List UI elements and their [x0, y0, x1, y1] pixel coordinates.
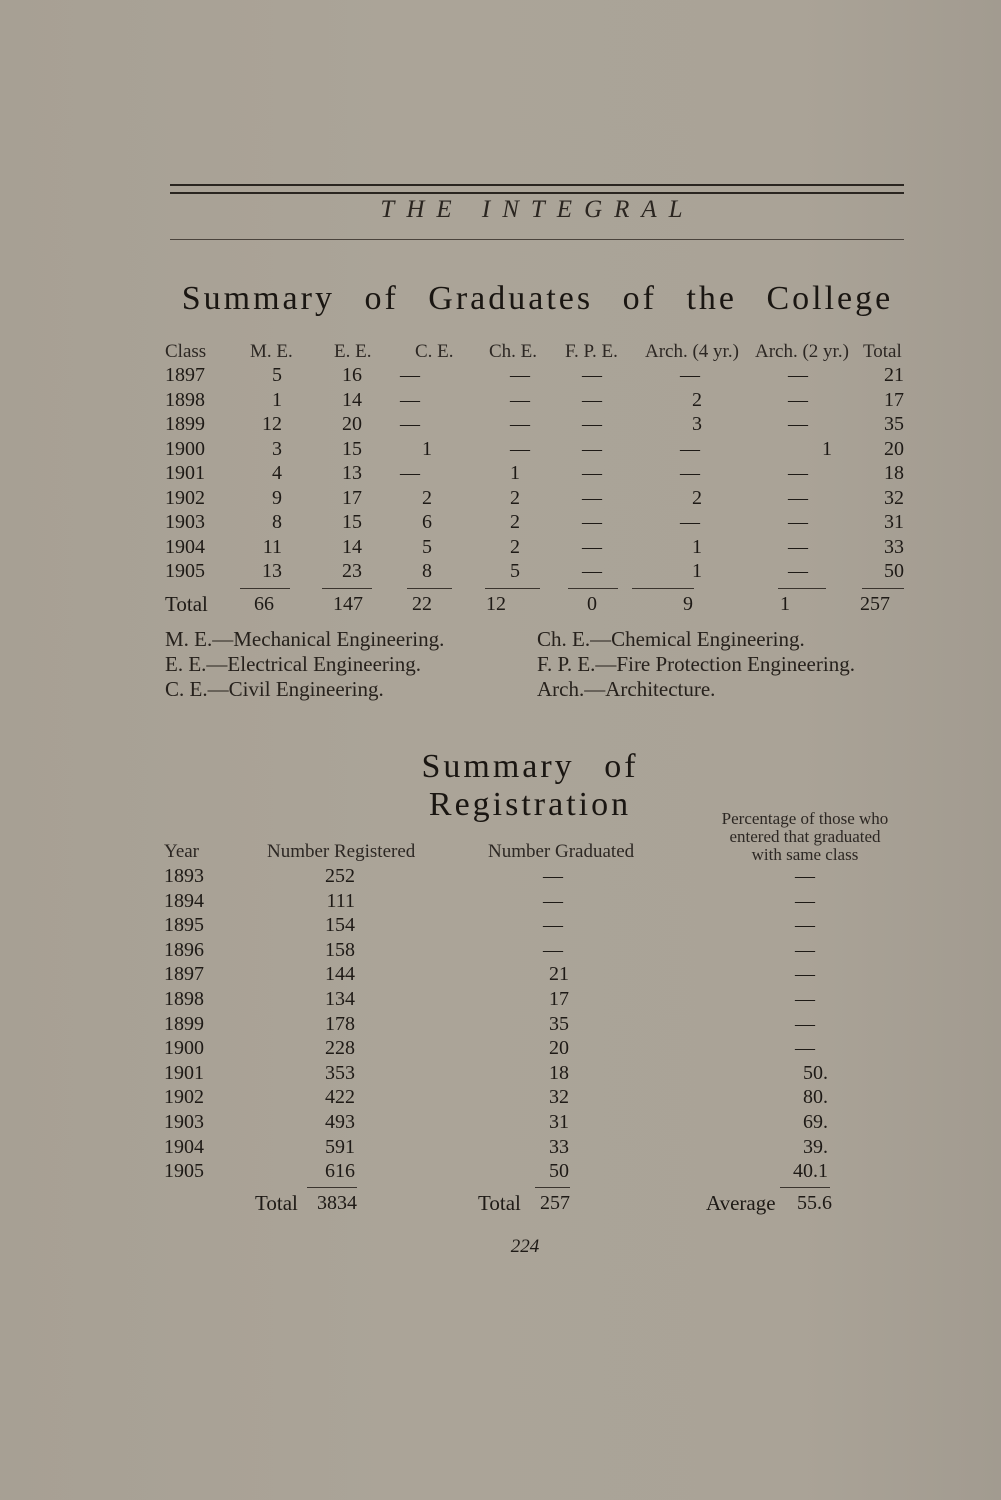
percentage-cell: 39.: [803, 1135, 828, 1158]
table-cell: —: [788, 413, 808, 435]
table-cell: 12: [262, 413, 282, 435]
column-header: Total: [863, 341, 902, 362]
total-cell: 0: [587, 593, 597, 615]
class-year: 1902: [165, 486, 205, 509]
table-cell: 2: [692, 388, 702, 411]
column-header: Arch. (2 yr.): [755, 341, 849, 362]
percentage-cell: —: [795, 1012, 815, 1035]
table-cell: 11: [262, 535, 282, 558]
table-cell: 3: [272, 437, 282, 460]
table-cell: 5: [422, 535, 432, 558]
class-year: 1903: [165, 511, 205, 533]
registered-cell: 252: [325, 865, 355, 887]
table-cell: 50: [884, 560, 904, 582]
percentage-cell: 69.: [803, 1111, 828, 1133]
running-head-underline: [170, 239, 904, 240]
table-cell: 1: [272, 388, 282, 411]
legend-item: M. E.—Mechanical Engineering.: [165, 627, 445, 651]
table-cell: —: [400, 462, 420, 484]
percentage-cell: —: [795, 963, 815, 986]
percentage-cell: 80.: [803, 1086, 828, 1109]
graduated-cell: 32: [549, 1086, 569, 1109]
title-word: the: [686, 280, 737, 317]
table-cell: —: [680, 462, 700, 484]
sum-rule: [535, 1187, 570, 1188]
table-cell: 1: [822, 437, 832, 460]
year-cell: 1897: [164, 963, 204, 986]
sum-rule: [240, 588, 290, 589]
legend-item: C. E.—Civil Engineering.: [165, 677, 384, 701]
table-cell: 2: [510, 535, 520, 558]
table-cell: 8: [272, 511, 282, 533]
table-cell: —: [788, 560, 808, 582]
table-cell: 1: [692, 560, 702, 582]
table-cell: 1: [510, 462, 520, 484]
graduates-title: [170, 280, 905, 318]
header-graduated: Number Graduated: [488, 841, 635, 862]
legend-item: Arch.—Architecture.: [537, 677, 716, 701]
table-cell: —: [400, 364, 420, 386]
total-label: Total: [165, 592, 208, 616]
graduated-cell: 20: [549, 1037, 569, 1060]
sum-rule: [322, 588, 372, 589]
registered-cell: 616: [325, 1160, 355, 1183]
legend-item: Ch. E.—Chemical Engineering.: [537, 627, 805, 651]
class-year: 1898: [165, 388, 205, 411]
table-cell: —: [510, 388, 530, 411]
registered-cell: 154: [325, 914, 355, 937]
column-header: Ch. E.: [489, 341, 538, 362]
table-cell: 15: [342, 511, 362, 533]
percentage-cell: —: [795, 865, 815, 887]
header-year: Year: [164, 841, 200, 862]
table-cell: 15: [342, 437, 362, 460]
graduated-cell: 17: [549, 988, 569, 1010]
registered-cell: 493: [325, 1111, 355, 1133]
title-word: Summary: [421, 748, 575, 785]
year-cell: 1901: [164, 1061, 204, 1084]
registered-cell: 111: [326, 889, 355, 912]
graduated-cell: 33: [549, 1135, 569, 1158]
table-cell: 6: [422, 511, 432, 533]
table-cell: 31: [884, 511, 904, 533]
legend-item: E. E.—Electrical Engineering.: [165, 652, 421, 676]
total-cell: 9: [683, 593, 693, 615]
graduated-cell: 18: [549, 1061, 569, 1084]
table-cell: 14: [342, 535, 362, 558]
header-percentage-line: Percentage of those who: [721, 809, 889, 828]
year-cell: 1893: [164, 865, 204, 887]
table-cell: 20: [342, 413, 362, 435]
sum-rule: [407, 588, 452, 589]
table-cell: —: [582, 486, 602, 509]
table-cell: —: [510, 364, 530, 386]
table-cell: —: [680, 364, 700, 386]
sum-rule: [568, 588, 618, 589]
top-rule-thick: [170, 184, 904, 186]
class-year: 1899: [165, 413, 205, 435]
title-word: College: [766, 280, 894, 317]
table-cell: —: [680, 437, 700, 460]
graduated-cell: —: [543, 938, 563, 961]
table-cell: 17: [342, 486, 362, 509]
column-header: Class: [165, 341, 207, 362]
graduated-cell: —: [543, 865, 563, 887]
class-year: 1905: [165, 560, 205, 582]
table-cell: 21: [884, 364, 904, 386]
total-registered: 3834: [317, 1192, 357, 1214]
graduated-cell: —: [543, 914, 563, 937]
table-cell: —: [788, 462, 808, 484]
registered-cell: 422: [325, 1086, 355, 1109]
title-word: of: [622, 280, 657, 317]
graduated-cell: 21: [549, 963, 569, 986]
table-cell: 18: [884, 462, 904, 484]
registered-cell: 353: [325, 1061, 355, 1084]
table-cell: 2: [510, 511, 520, 533]
year-cell: 1900: [164, 1037, 204, 1060]
table-cell: —: [788, 486, 808, 509]
registered-cell: 178: [325, 1012, 355, 1035]
table-cell: 1: [422, 437, 432, 460]
table-cell: 5: [510, 560, 520, 582]
sum-rule: [778, 588, 826, 589]
column-header: M. E.: [250, 341, 293, 362]
table-cell: 2: [422, 486, 432, 509]
table-cell: —: [582, 364, 602, 386]
page-number: 224: [510, 1236, 540, 1257]
title-word: Registration: [428, 786, 632, 823]
percentage-cell: 50.: [803, 1061, 828, 1084]
registered-cell: 134: [325, 988, 355, 1010]
header-percentage: [700, 810, 910, 864]
top-rule-thin: [170, 192, 904, 194]
year-cell: 1898: [164, 988, 204, 1010]
table-cell: —: [582, 437, 602, 460]
percentage-cell: —: [795, 938, 815, 961]
class-year: 1904: [165, 535, 205, 558]
total-cell: 12: [486, 593, 506, 615]
table-cell: 33: [884, 535, 904, 558]
sum-rule: [485, 588, 540, 589]
table-cell: 8: [422, 560, 432, 582]
column-header: Arch. (4 yr.): [645, 341, 739, 362]
sum-rule: [632, 588, 694, 589]
total-cell: 22: [412, 593, 432, 615]
title-word: of: [604, 748, 639, 785]
total-label: Total: [255, 1191, 298, 1215]
registered-cell: 591: [325, 1135, 355, 1158]
table-cell: —: [582, 511, 602, 533]
table-cell: 2: [510, 486, 520, 509]
legend-item: F. P. E.—Fire Protection Engineering.: [537, 652, 855, 676]
graduated-cell: 35: [549, 1012, 569, 1035]
total-cell: 257: [860, 593, 890, 615]
table-cell: 2: [692, 486, 702, 509]
percentage-cell: —: [795, 1037, 815, 1060]
class-year: 1901: [165, 462, 205, 484]
table-cell: —: [788, 511, 808, 533]
column-header: C. E.: [415, 341, 454, 362]
graduated-cell: —: [543, 889, 563, 912]
sum-rule: [780, 1187, 830, 1188]
table-cell: 1: [692, 535, 702, 558]
table-cell: 32: [884, 486, 904, 509]
percentage-cell: —: [795, 889, 815, 912]
table-cell: 13: [342, 462, 362, 484]
registered-cell: 158: [325, 938, 355, 961]
year-cell: 1903: [164, 1111, 204, 1133]
year-cell: 1895: [164, 914, 204, 937]
registration-title: [300, 748, 760, 824]
class-year: 1900: [165, 437, 205, 460]
table-cell: —: [400, 413, 420, 435]
total-label: Total: [478, 1191, 521, 1215]
table-cell: —: [400, 388, 420, 411]
header-percentage-line: with same class: [751, 845, 859, 864]
header-percentage-line: entered that graduated: [729, 827, 881, 846]
table-cell: —: [510, 413, 530, 435]
table-cell: 5: [272, 364, 282, 386]
table-cell: —: [788, 388, 808, 411]
year-cell: 1904: [164, 1135, 204, 1158]
sum-rule: [307, 1187, 357, 1188]
table-cell: —: [582, 388, 602, 411]
graduated-cell: 50: [549, 1160, 569, 1183]
table-cell: 17: [884, 388, 904, 411]
year-cell: 1899: [164, 1012, 204, 1035]
registered-cell: 144: [325, 963, 355, 986]
table-cell: 20: [884, 437, 904, 460]
title-word: of: [364, 280, 399, 317]
table-cell: —: [510, 437, 530, 460]
table-cell: 14: [342, 388, 362, 411]
table-cell: 23: [342, 560, 362, 582]
total-graduated: 257: [540, 1192, 570, 1214]
table-cell: —: [582, 535, 602, 558]
year-cell: 1896: [164, 938, 204, 961]
table-cell: 4: [272, 462, 282, 484]
year-cell: 1894: [164, 889, 204, 912]
column-header: F. P. E.: [565, 341, 618, 362]
total-cell: 147: [333, 593, 363, 615]
table-cell: 35: [884, 413, 904, 435]
table-cell: —: [788, 535, 808, 558]
column-header: E. E.: [334, 341, 372, 362]
table-cell: —: [582, 462, 602, 484]
total-cell: 66: [254, 593, 274, 615]
table-cell: 3: [692, 413, 702, 435]
table-cell: —: [680, 511, 700, 533]
percentage-cell: —: [795, 988, 815, 1010]
table-cell: —: [788, 364, 808, 386]
table-cell: —: [582, 413, 602, 435]
title-word: Summary: [181, 280, 335, 317]
table-cell: 16: [342, 364, 362, 386]
graduated-cell: 31: [549, 1111, 569, 1133]
header-registered: Number Registered: [267, 841, 416, 862]
year-cell: 1905: [164, 1160, 204, 1183]
class-year: 1897: [165, 364, 205, 386]
year-cell: 1902: [164, 1086, 204, 1109]
registered-cell: 228: [325, 1037, 355, 1060]
sum-rule: [862, 588, 904, 589]
table-cell: 13: [262, 560, 282, 582]
percentage-cell: —: [795, 914, 815, 937]
title-word: Graduates: [428, 280, 594, 317]
average-percentage: 55.6: [797, 1192, 832, 1214]
total-cell: 1: [780, 593, 790, 615]
running-head: THE INTEGRAL: [380, 196, 695, 223]
percentage-cell: 40.1: [793, 1160, 828, 1183]
table-cell: 9: [272, 486, 282, 509]
table-cell: —: [582, 560, 602, 582]
average-label: Average: [706, 1191, 776, 1215]
